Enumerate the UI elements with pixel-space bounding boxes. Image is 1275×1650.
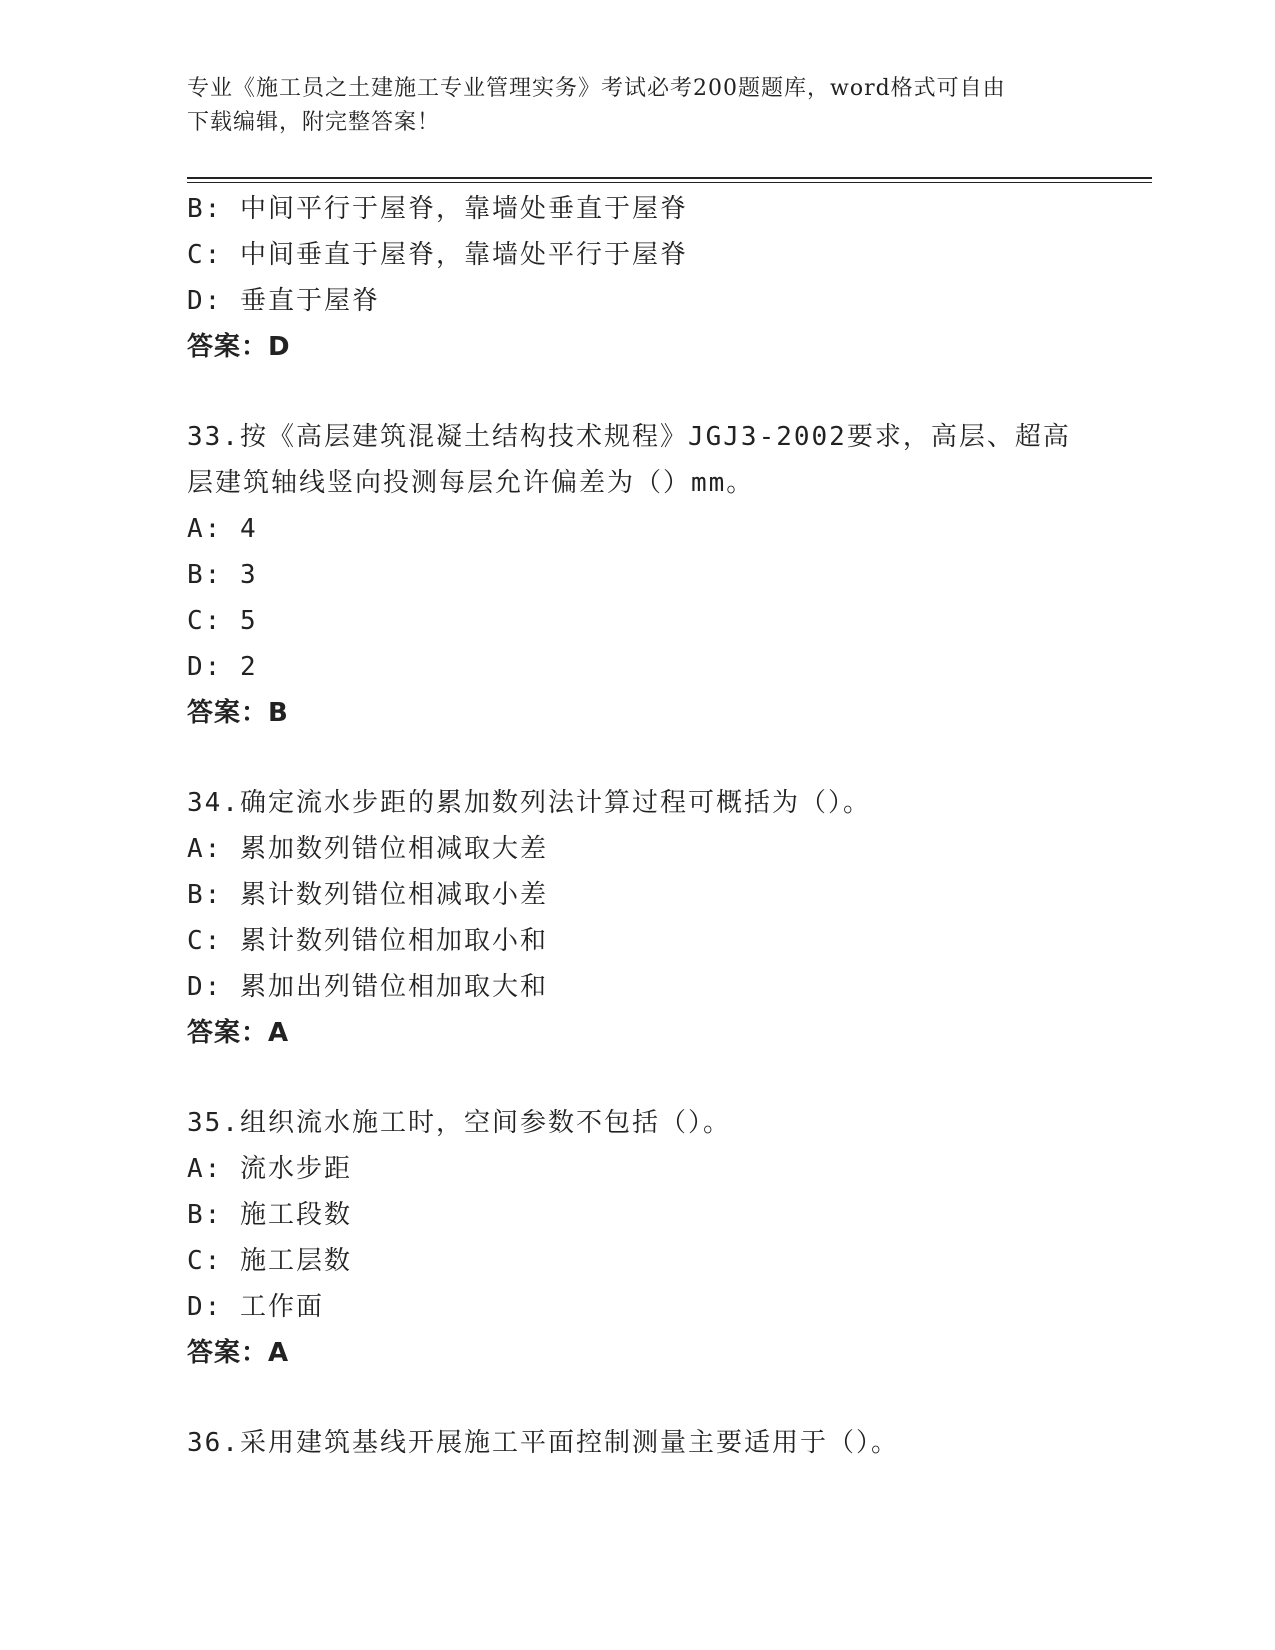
- spacer: [187, 1056, 1087, 1100]
- answer: 答案：A: [187, 1338, 290, 1368]
- answer: 答案：A: [187, 1018, 290, 1048]
- option-d: D: 工作面: [187, 1292, 324, 1322]
- option-b: B: 施工段数: [187, 1200, 352, 1230]
- option-d: D: 累加出列错位相加取大和: [187, 972, 548, 1002]
- option-a: A: 4: [187, 514, 258, 544]
- option-c: C: 施工层数: [187, 1246, 352, 1276]
- question-text-line-1: 35.组织流水施工时，空间参数不包括（）。: [187, 1108, 731, 1138]
- option-d: D: 2: [187, 652, 258, 682]
- option-b: B: 中间平行于屋脊，靠墙处垂直于屋脊: [187, 194, 688, 224]
- option-c: C: 累计数列错位相加取小和: [187, 926, 548, 956]
- header-rule-thick: [187, 177, 1152, 179]
- header-line-2: 下载编辑，附完整答案！: [187, 110, 441, 135]
- option-b: B: 累计数列错位相减取小差: [187, 880, 548, 910]
- spacer: [187, 1376, 1087, 1420]
- header-line-1: 专业《施工员之土建施工专业管理实务》考试必考200题题库，word格式可自由: [187, 76, 1006, 101]
- question-36: [187, 1420, 1087, 1466]
- question-text-line-1: 34.确定流水步距的累加数列法计算过程可概括为（）。: [187, 788, 871, 818]
- question-33: [187, 414, 1087, 736]
- question-35: [187, 1100, 1087, 1376]
- question-list: [187, 186, 1087, 1466]
- option-b: B: 3: [187, 560, 258, 590]
- question-text-line-1: 33.按《高层建筑混凝土结构技术规程》JGJ3-2002要求，高层、超高: [187, 422, 1071, 452]
- question-text-line-1: 36.采用建筑基线开展施工平面控制测量主要适用于（）。: [187, 1428, 899, 1458]
- question-34: [187, 780, 1087, 1056]
- option-c: C: 中间垂直于屋脊，靠墙处平行于屋脊: [187, 240, 688, 270]
- spacer: [187, 736, 1087, 780]
- document-header: [187, 72, 1067, 140]
- answer: 答案：B: [187, 698, 289, 728]
- option-d: D: 垂直于屋脊: [187, 286, 380, 316]
- header-rule-thin: [187, 182, 1152, 183]
- option-a: A: 累加数列错位相减取大差: [187, 834, 548, 864]
- spacer: [187, 370, 1087, 414]
- question-text-line-2: 层建筑轴线竖向投测每层允许偏差为（）mm。: [187, 468, 755, 498]
- option-c: C: 5: [187, 606, 258, 636]
- option-a: A: 流水步距: [187, 1154, 352, 1184]
- question-32: [187, 186, 1087, 370]
- answer: 答案：D: [187, 332, 291, 362]
